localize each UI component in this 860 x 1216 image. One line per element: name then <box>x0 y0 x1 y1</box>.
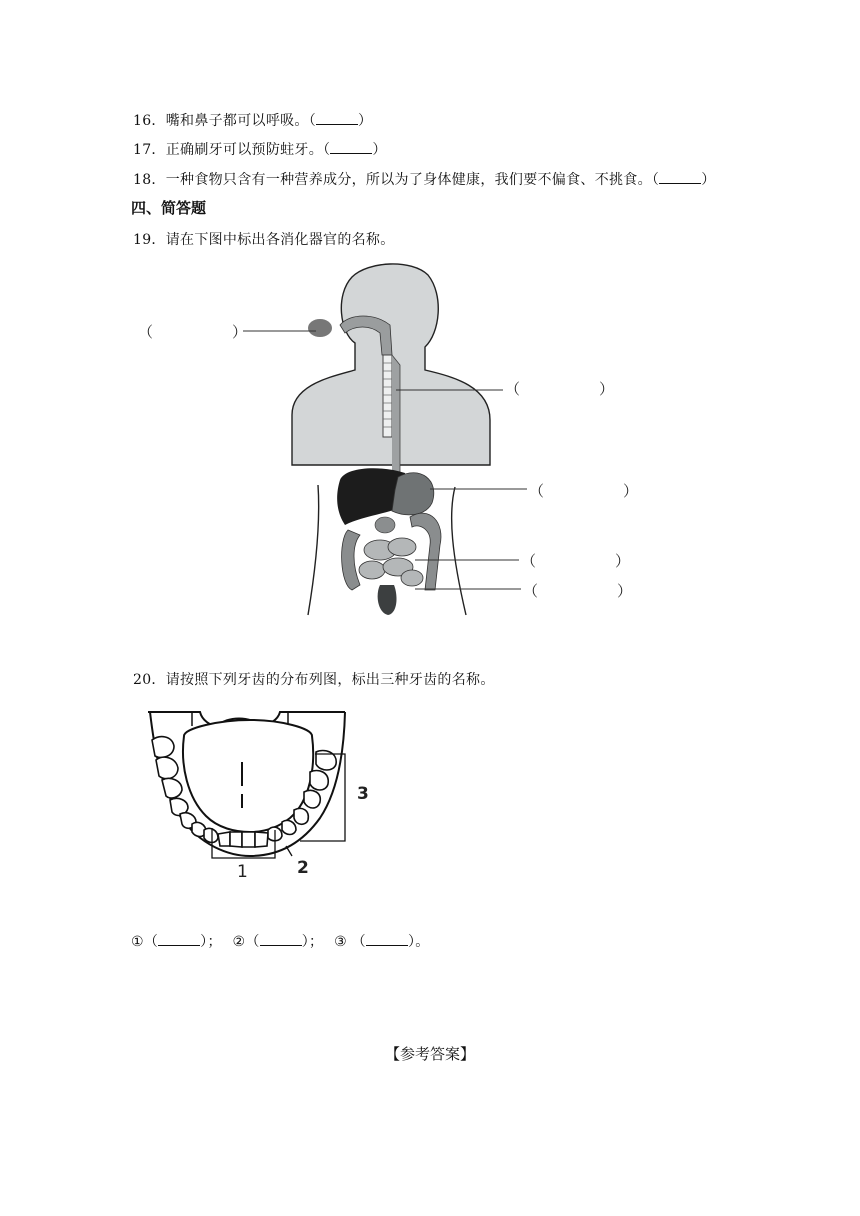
reference-answer-title: 【参考答案】 <box>384 1045 475 1063</box>
question-16-text: 16．嘴和鼻子都可以呼吸。（ <box>133 113 317 129</box>
question-16: 16．嘴和鼻子都可以呼吸。（ ） <box>133 113 373 129</box>
section-heading: 四、简答题 <box>131 199 207 217</box>
answer-blank[interactable] <box>366 933 408 946</box>
question-17-text: 17．正确刷牙可以预防蛀牙。（ <box>133 142 331 158</box>
question-18: 18．一种食物只含有一种营养成分，所以为了身体健康，我们要不偏食、不挑食。（ ） <box>133 172 716 188</box>
question-20: 20．请按照下列牙齿的分布列图，标出三种牙齿的名称。 <box>133 672 495 688</box>
question-19: 19．请在下图中标出各消化器官的名称。 <box>133 232 395 248</box>
digestive-system-diagram <box>0 255 860 625</box>
answer-blank[interactable] <box>158 933 200 946</box>
answer-blank[interactable] <box>316 112 358 125</box>
answer-blank[interactable] <box>659 171 701 184</box>
teeth-diagram <box>140 706 380 886</box>
tooth-label-3: 3 <box>357 784 369 804</box>
teeth-answer-line: ①（ ）； ②（ ）； ③ （ ）。 <box>131 934 430 950</box>
question-17: 17．正确刷牙可以预防蛀牙。（ ） <box>133 142 387 158</box>
tooth-label-2: 2 <box>297 858 309 878</box>
tooth-label-1: 1 <box>237 862 248 882</box>
question-18-text: 18．一种食物只含有一种营养成分，所以为了身体健康，我们要不偏食、不挑食。（ <box>133 172 660 188</box>
answer-blank[interactable] <box>260 933 302 946</box>
answer-blank[interactable] <box>330 141 372 154</box>
